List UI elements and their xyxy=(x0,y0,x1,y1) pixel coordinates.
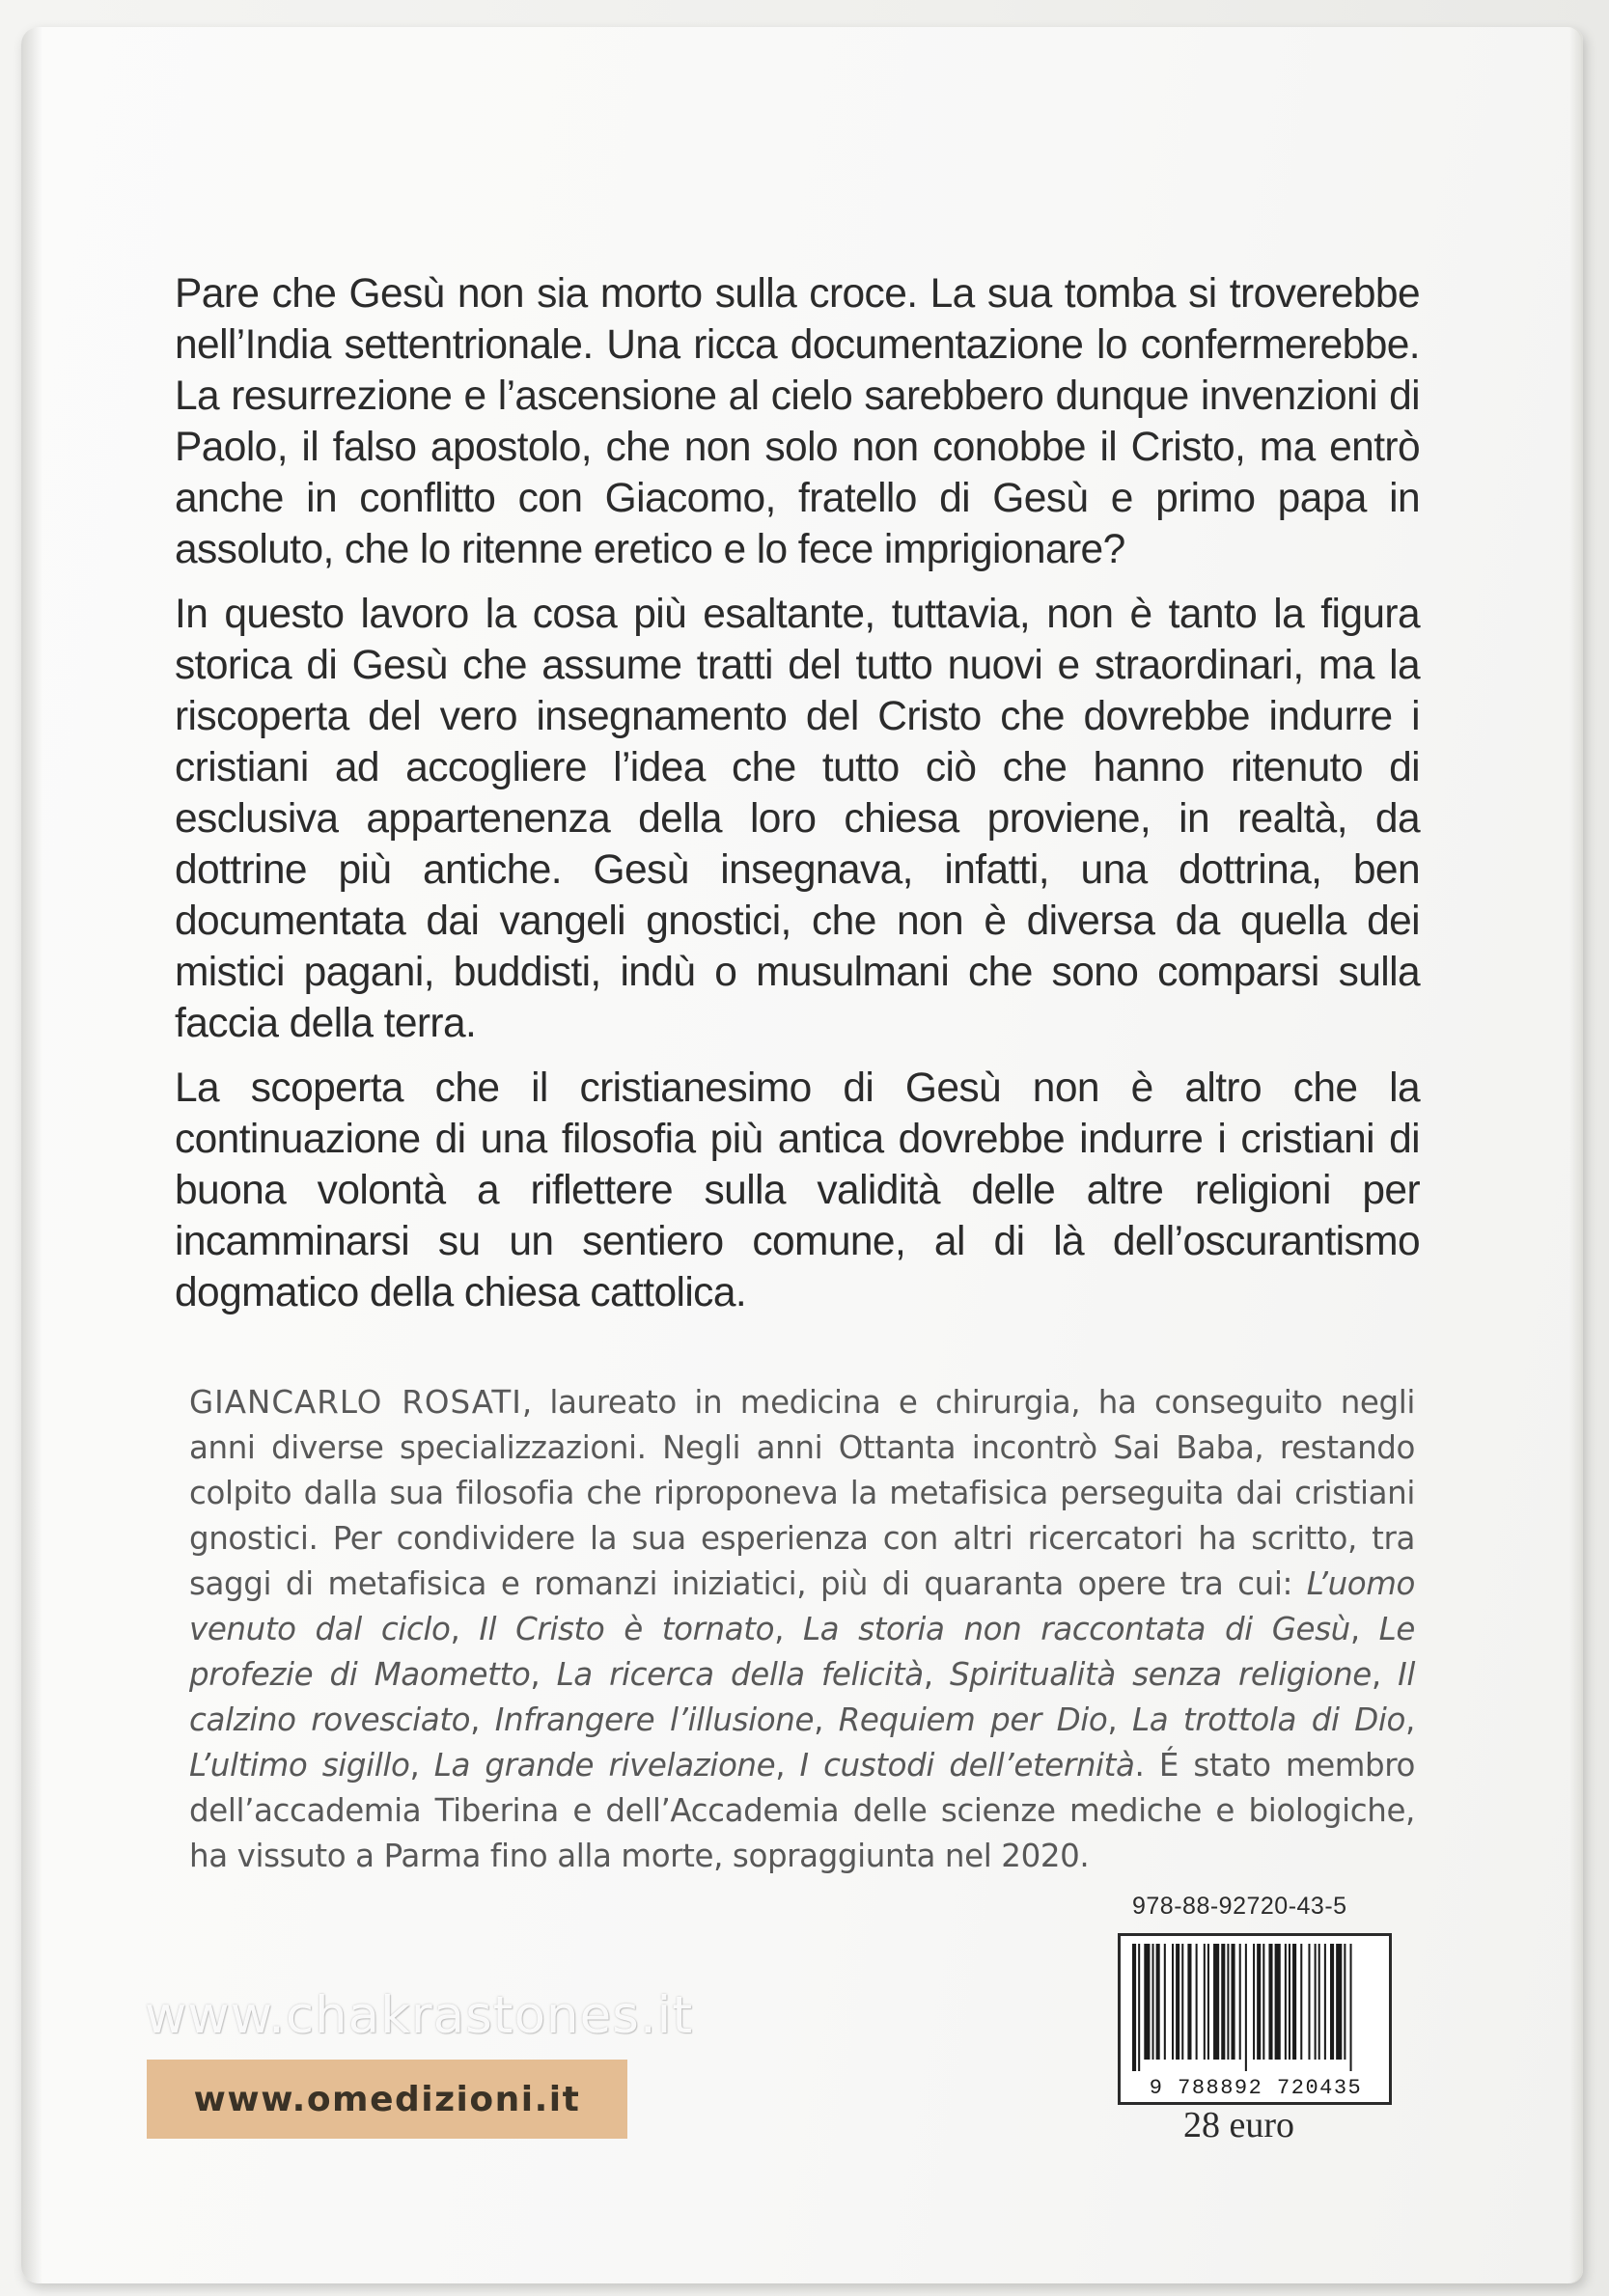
barcode-bar xyxy=(1245,1944,1247,2071)
barcode-bar xyxy=(1336,1944,1342,2060)
barcode-bar xyxy=(1308,1944,1310,2060)
price-label: 28 euro xyxy=(1183,2105,1295,2145)
book-title: La storia non raccontata di Gesù xyxy=(802,1611,1350,1647)
barcode-bar xyxy=(1239,1944,1241,2060)
barcode-bar xyxy=(1152,1944,1154,2060)
book-title: La trottola di Dio xyxy=(1131,1701,1406,1738)
barcode-bar xyxy=(1257,1944,1261,2060)
barcode-bars xyxy=(1130,1944,1383,2071)
barcode-bar xyxy=(1132,1944,1136,2071)
barcode-bar xyxy=(1187,1944,1191,2060)
book-title: Requiem per Dio xyxy=(838,1701,1108,1738)
barcode-bar xyxy=(1262,1944,1264,2060)
blurb-paragraph-3: La scoperta che il cristianesimo di Gesù non è altro che la continuazione di una filosofia più antica dovrebbe indurre i cristiani di buona volontà a riflettere sulla validità delle altre religioni per incamminarsi su un sentiero comune, al di là dell’oscurantismo dogmatico della chiesa cattolica. xyxy=(175,1065,1420,1315)
barcode-bar xyxy=(1213,1944,1219,2060)
book-title: L’uomo venuto dal ciclo xyxy=(189,1565,1415,1647)
barcode-bar xyxy=(1253,1944,1255,2060)
barcode-bar xyxy=(1292,1944,1296,2060)
barcode-bar xyxy=(1207,1944,1209,2060)
barcode-bar xyxy=(1318,1944,1320,2060)
book-title: Il calzino rovesciato xyxy=(189,1656,1415,1738)
barcode-bar xyxy=(1227,1944,1229,2060)
barcode-bar xyxy=(1138,1944,1140,2071)
bio-text-intro: , laureato in medicina e chirurgia, ha conseguito negli anni diverse specializzazioni. Negli anni Ottanta incontrò Sai Baba, restando colpito dalla sua filosofia che riproponeva la metafisica perseguita dai cristiani gnostici. Per condividere la sua esperienza con altri ricercatori ha scritto, tra saggi di metafisica e romanzi iniziatici, più di quaranta opere tra cui: xyxy=(189,1384,1415,1602)
barcode-bar xyxy=(1300,1944,1302,2060)
barcode-bar xyxy=(1232,1944,1235,2060)
blurb-paragraph-1: Pare che Gesù non sia morto sulla croce. La sua tomba si troverebbe nell’India settentrionale. Una ricca documentazione lo confermerebbe. La resurrezione e l’ascensione al cielo sarebbero dunque invenzioni di Paolo, il falso apostolo, che non solo non conobbe il Cristo, ma entrò anche in conflitto con Giacomo, fratello di Gesù e primo papa in assoluto, che lo ritenne eretico e lo fece imprigionare? xyxy=(175,271,1420,572)
publisher-band xyxy=(147,2060,627,2139)
watermark-text: www.chakrastones.it xyxy=(145,1986,694,2045)
book-title: I custodi dell’eternità xyxy=(799,1747,1135,1784)
barcode-bar xyxy=(1330,1944,1334,2060)
isbn-number: 978-88-92720-43-5 xyxy=(1132,1893,1347,1920)
author-bio: GIANCARLO ROSATI, laureato in medicina e chirurgia, ha conseguito negli anni diverse specializzazioni. Negli anni Ottanta incontrò Sai Baba, restando colpito dalla sua filosofia che riproponeva la metafisica perseguita dai cristiani gnostici. Per condividere la sua esperienza con altri ricercatori ha scritto, tra saggi di metafisica e romanzi iniziatici, più di quaranta opere tra cui: L’uomo venuto dal ciclo, Il Cristo è tornato, La storia non raccontata di Gesù, Le profezie di Maometto, La ricerca della felicità, Spiritualità senza religione, Il calzino rovesciato, Infrangere l’illusione, Requiem per Dio, La trottola di Dio, L’ultimo sigillo, La grande rivelazione, I custodi dell’eternità. É stato membro dell’accademia Tiberina e dell’Accademia delle scienze mediche e biologiche, ha vissuto a Parma fino alla morte, sopraggiunta nel 2020. xyxy=(189,1384,1416,1874)
barcode-bar xyxy=(1289,1944,1290,2060)
barcode-bar xyxy=(1350,1944,1352,2071)
author-name: GIANCARLO ROSATI xyxy=(189,1384,522,1421)
publisher-url: www.omedizioni.it xyxy=(193,2079,581,2119)
barcode-bar xyxy=(1196,1944,1198,2060)
book-title: Le profezie di Maometto xyxy=(189,1611,1415,1693)
blurb-text xyxy=(175,268,1420,1332)
barcode-bar xyxy=(1176,1944,1179,2060)
barcode-digits: 9 788892 720435 xyxy=(1126,2075,1385,2102)
barcode-bar xyxy=(1324,1944,1326,2060)
barcode-bar xyxy=(1181,1944,1183,2060)
barcode-bar xyxy=(1144,1944,1150,2060)
barcode-bar xyxy=(1268,1944,1272,2060)
barcode-bar xyxy=(1285,1944,1287,2060)
barcode xyxy=(1118,1933,1392,2105)
book-title: Spiritualità senza religione xyxy=(949,1656,1372,1693)
barcode-bar xyxy=(1315,1944,1317,2060)
bio-text-outro: . É stato membro dell’accademia Tiberina e dell’Accademia delle scienze mediche e biologiche, ha vissuto a Parma fino alla morte, sopraggiunta nel 2020. xyxy=(189,1747,1416,1874)
book-title: La grande rivelazione xyxy=(433,1747,776,1784)
book-title: Il Cristo è tornato xyxy=(479,1611,775,1647)
barcode-bar xyxy=(1204,1944,1206,2060)
blurb-paragraph-2: In questo lavoro la cosa più esaltante, tuttavia, non è tanto la figura storica di Gesù che assume tratti del tutto nuovi e straordinari, ma la riscoperta del vero insegnamento del Cristo che dovrebbe indurre i cristiani ad accogliere l’idea che tutto ciò che hanno ritenuto di esclusiva appartenenza della loro chiesa proviene, in realtà, da dottrine più antiche. Gesù insegnava, infatti, una dottrina, ben documentata dai vangeli gnostici, che non è diversa da quella dei mistici pagani, buddisti, indù o musulmani che sono comparsi sulla faccia della terra. xyxy=(175,592,1420,1046)
book-title: Infrangere l’illusione xyxy=(494,1701,815,1738)
barcode-bar xyxy=(1172,1944,1174,2060)
barcode-bar xyxy=(1344,1944,1345,2060)
barcode-bar xyxy=(1221,1944,1225,2060)
barcode-bar xyxy=(1275,1944,1281,2060)
book-title: L’ultimo sigillo xyxy=(189,1747,410,1784)
barcode-bar xyxy=(1156,1944,1160,2060)
barcode-bar xyxy=(1164,1944,1166,2060)
book-title: La ricerca della felicità xyxy=(556,1656,924,1693)
